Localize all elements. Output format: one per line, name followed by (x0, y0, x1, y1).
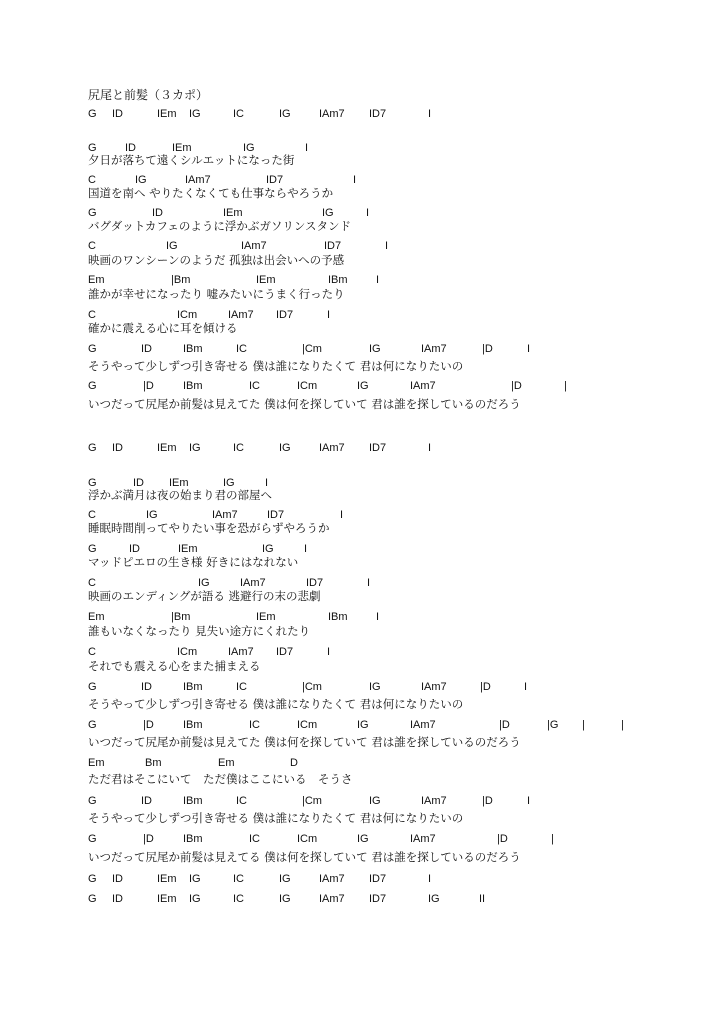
chord-symbol: IBm (183, 681, 203, 693)
chord-symbol: II (479, 893, 486, 905)
lyric-line: それでも震える心をまた捕まえる (88, 659, 261, 673)
chord-symbol: IAm7 (410, 719, 436, 731)
chord-symbol: ICm (297, 380, 318, 392)
chord-symbol: G (88, 108, 97, 120)
chord-symbol: ID (133, 477, 144, 489)
chord-symbol: G (88, 343, 97, 355)
chord-symbol: IG (198, 577, 210, 589)
chord-symbol: | (551, 833, 554, 845)
chord-symbol: ID (141, 343, 152, 355)
chord-symbol: IAm7 (319, 873, 345, 885)
chord-symbol: IAm7 (240, 577, 266, 589)
chord-symbol: IEm (157, 893, 177, 905)
chord-symbol: IAm7 (212, 509, 238, 521)
chord-symbol: IG (357, 719, 369, 731)
chord-symbol: |D (143, 833, 154, 845)
chord-symbol: I (428, 873, 432, 885)
chord-symbol: G (88, 477, 97, 489)
chord-symbol: G (88, 873, 97, 885)
chord-symbol: IEm (223, 207, 243, 219)
chord-symbol: IBm (183, 343, 203, 355)
chord-symbol: |G (547, 719, 559, 731)
chord-symbol: G (88, 833, 97, 845)
chord-symbol: ID7 (266, 174, 284, 186)
chord-symbol: ID (125, 142, 136, 154)
chord-symbol: G (88, 142, 97, 154)
chord-symbol: | (564, 380, 567, 392)
chord-symbol: IC (233, 873, 244, 885)
chord-symbol: IAm7 (319, 442, 345, 454)
lyric-line: そうやって少しずつ引き寄せる 僕は誰になりたくて 君は何になりたいの (88, 697, 464, 711)
chord-symbol: C (88, 646, 96, 658)
chord-symbol: IC (233, 442, 244, 454)
chord-symbol: IAm7 (228, 309, 254, 321)
chord-symbol: Em (88, 274, 105, 286)
chord-symbol: C (88, 509, 96, 521)
chord-symbol: IBm (183, 833, 203, 845)
chord-symbol: ID7 (324, 240, 342, 252)
chord-symbol: ID (112, 108, 123, 120)
chord-symbol: IC (233, 108, 244, 120)
lyric-line: 誰もいなくなったり 見失い途方にくれたり (88, 624, 311, 638)
chord-symbol: IG (166, 240, 178, 252)
chord-symbol: I (305, 142, 309, 154)
chord-symbol: ICm (177, 646, 198, 658)
chord-symbol: | (621, 719, 624, 731)
chord-symbol: G (88, 719, 97, 731)
chord-symbol: IBm (183, 795, 203, 807)
chord-symbol: IG (322, 207, 334, 219)
chord-symbol: I (340, 509, 344, 521)
chord-symbol: |D (480, 681, 491, 693)
chord-symbol: ID (112, 442, 123, 454)
chord-symbol: IBm (328, 611, 348, 623)
chord-symbol: ICm (177, 309, 198, 321)
chord-symbol: G (88, 681, 97, 693)
chord-symbol: IEm (172, 142, 192, 154)
chord-symbol: ID (141, 795, 152, 807)
chord-symbol: IEm (169, 477, 189, 489)
chord-symbol: I (527, 343, 531, 355)
chord-symbol: ID (112, 873, 123, 885)
lyric-line: 映画のエンディングが語る 逃避行の末の悲劇 (88, 589, 321, 603)
lyric-line: 国道を南へ やりたくなくても仕事ならやろうか (88, 186, 334, 200)
lyric-line: いつだって尻尾か前髪は見えてる 僕は何を探していて 君は誰を探しているのだろう (88, 850, 521, 864)
lyric-line: 誰かが幸せになったり 嘘みたいにうまく行ったり (88, 287, 345, 301)
chord-symbol: IAm7 (319, 108, 345, 120)
chord-symbol: IG (279, 108, 291, 120)
chord-symbol: IEm (256, 611, 276, 623)
chord-symbol: C (88, 309, 96, 321)
lyric-line: 浮かぶ満月は夜の始まり君の部屋へ (88, 488, 272, 502)
chord-symbol: ID (112, 893, 123, 905)
chord-symbol: I (327, 309, 331, 321)
chord-symbol: IG (279, 873, 291, 885)
chord-symbol: D (290, 757, 298, 769)
chord-symbol: ICm (297, 719, 318, 731)
chord-symbol: IEm (157, 873, 177, 885)
chord-symbol: ID7 (369, 108, 387, 120)
chord-symbol: |D (482, 343, 493, 355)
chord-symbol: I (376, 274, 380, 286)
chord-symbol: |D (482, 795, 493, 807)
chord-symbol: IG (369, 795, 381, 807)
chord-symbol: | (582, 719, 585, 731)
chord-symbol: IG (243, 142, 255, 154)
chord-symbol: ID7 (369, 893, 387, 905)
chord-symbol: IG (189, 108, 201, 120)
lyric-line: ただ君はそこにいて ただ僕はここにいる そうさ (88, 772, 353, 786)
chord-symbol: C (88, 240, 96, 252)
chord-symbol: |Bm (171, 274, 191, 286)
chord-symbol: G (88, 543, 97, 555)
chord-symbol: IC (236, 681, 247, 693)
lyric-line: いつだって尻尾か前髪は見えてた 僕は何を探していて 君は誰を探しているのだろう (88, 735, 521, 749)
chord-symbol: IAm7 (319, 893, 345, 905)
chord-symbol: |D (143, 719, 154, 731)
lyric-line: バグダットカフェのように浮かぶガソリンスタンド (88, 219, 352, 233)
lyric-line: いつだって尻尾か前髪は見えてた 僕は何を探していて 君は誰を探しているのだろう (88, 397, 521, 411)
chord-symbol: G (88, 893, 97, 905)
chord-symbol: IG (146, 509, 158, 521)
chord-symbol: IBm (183, 719, 203, 731)
song-title: 尻尾と前髪（３カポ） (88, 88, 209, 102)
chord-symbol: IAm7 (410, 380, 436, 392)
chord-symbol: ICm (297, 833, 318, 845)
chord-symbol: IG (357, 833, 369, 845)
chord-symbol: ID7 (369, 442, 387, 454)
lyric-line: 睡眠時間削ってやりたい事を恐がらずやろうか (88, 521, 330, 535)
chord-symbol: IG (189, 873, 201, 885)
chord-symbol: IAm7 (421, 343, 447, 355)
chord-symbol: G (88, 207, 97, 219)
chord-symbol: IAm7 (410, 833, 436, 845)
chord-symbol: |Bm (171, 611, 191, 623)
chord-symbol: IC (249, 380, 260, 392)
lyric-line: 夕日が落ちて遠くシルエットになった街 (88, 153, 295, 167)
lyric-line: そうやって少しずつ引き寄せる 僕は誰になりたくて 君は何になりたいの (88, 359, 464, 373)
chord-symbol: Em (218, 757, 235, 769)
chord-symbol: I (265, 477, 269, 489)
chord-symbol: |Cm (302, 343, 322, 355)
chord-symbol: C (88, 577, 96, 589)
chord-symbol: IG (189, 893, 201, 905)
chord-symbol: IC (236, 343, 247, 355)
chord-symbol: ID (141, 681, 152, 693)
chord-symbol: |D (143, 380, 154, 392)
chord-symbol: IG (189, 442, 201, 454)
chord-symbol: IG (135, 174, 147, 186)
chord-symbol: IG (279, 893, 291, 905)
chord-symbol: IG (428, 893, 440, 905)
chord-symbol: G (88, 795, 97, 807)
chord-symbol: IEm (178, 543, 198, 555)
chord-symbol: G (88, 380, 97, 392)
chord-symbol: I (385, 240, 389, 252)
chord-symbol: IC (233, 893, 244, 905)
chord-symbol: IC (249, 833, 260, 845)
chord-symbol: G (88, 442, 97, 454)
chord-symbol: IG (369, 681, 381, 693)
chord-symbol: ID (129, 543, 140, 555)
chord-symbol: I (353, 174, 357, 186)
chord-symbol: IAm7 (185, 174, 211, 186)
chord-symbol: IAm7 (241, 240, 267, 252)
chord-symbol: IBm (183, 380, 203, 392)
chord-symbol: ID (152, 207, 163, 219)
chord-symbol: I (428, 108, 432, 120)
chord-symbol: |D (497, 833, 508, 845)
chord-symbol: I (327, 646, 331, 658)
chord-symbol: IBm (328, 274, 348, 286)
chord-symbol: I (304, 543, 308, 555)
lyric-line: 映画のワンシーンのようだ 孤独は出会いへの予感 (88, 253, 345, 267)
chord-symbol: IEm (157, 442, 177, 454)
chord-symbol: |D (511, 380, 522, 392)
chord-symbol: I (367, 577, 371, 589)
chord-symbol: IC (236, 795, 247, 807)
chord-symbol: |D (499, 719, 510, 731)
chord-symbol: Em (88, 611, 105, 623)
chord-symbol: IAm7 (228, 646, 254, 658)
chord-symbol: ID7 (276, 309, 294, 321)
chord-symbol: I (428, 442, 432, 454)
chord-symbol: IG (357, 380, 369, 392)
chord-symbol: IC (249, 719, 260, 731)
chord-symbol: I (524, 681, 528, 693)
chord-symbol: IG (262, 543, 274, 555)
lyric-line: マッドピエロの生き様 好きにはなれない (88, 555, 299, 569)
chord-symbol: I (527, 795, 531, 807)
chord-symbol: |Cm (302, 681, 322, 693)
chord-symbol: IAm7 (421, 795, 447, 807)
chord-symbol: Bm (145, 757, 162, 769)
chord-symbol: I (366, 207, 370, 219)
chord-symbol: IEm (256, 274, 276, 286)
chord-symbol: ID7 (369, 873, 387, 885)
lyric-line: 確かに震える心に耳を傾ける (88, 321, 238, 335)
chord-symbol: IAm7 (421, 681, 447, 693)
chord-symbol: IG (279, 442, 291, 454)
chord-symbol: Em (88, 757, 105, 769)
chord-symbol: IEm (157, 108, 177, 120)
chord-symbol: IG (223, 477, 235, 489)
chord-symbol: C (88, 174, 96, 186)
chord-symbol: ID7 (306, 577, 324, 589)
chord-symbol: |Cm (302, 795, 322, 807)
chord-symbol: IG (369, 343, 381, 355)
chord-symbol: ID7 (276, 646, 294, 658)
chord-symbol: I (376, 611, 380, 623)
lyric-line: そうやって少しずつ引き寄せる 僕は誰になりたくて 君は何になりたいの (88, 811, 464, 825)
chord-symbol: ID7 (267, 509, 285, 521)
